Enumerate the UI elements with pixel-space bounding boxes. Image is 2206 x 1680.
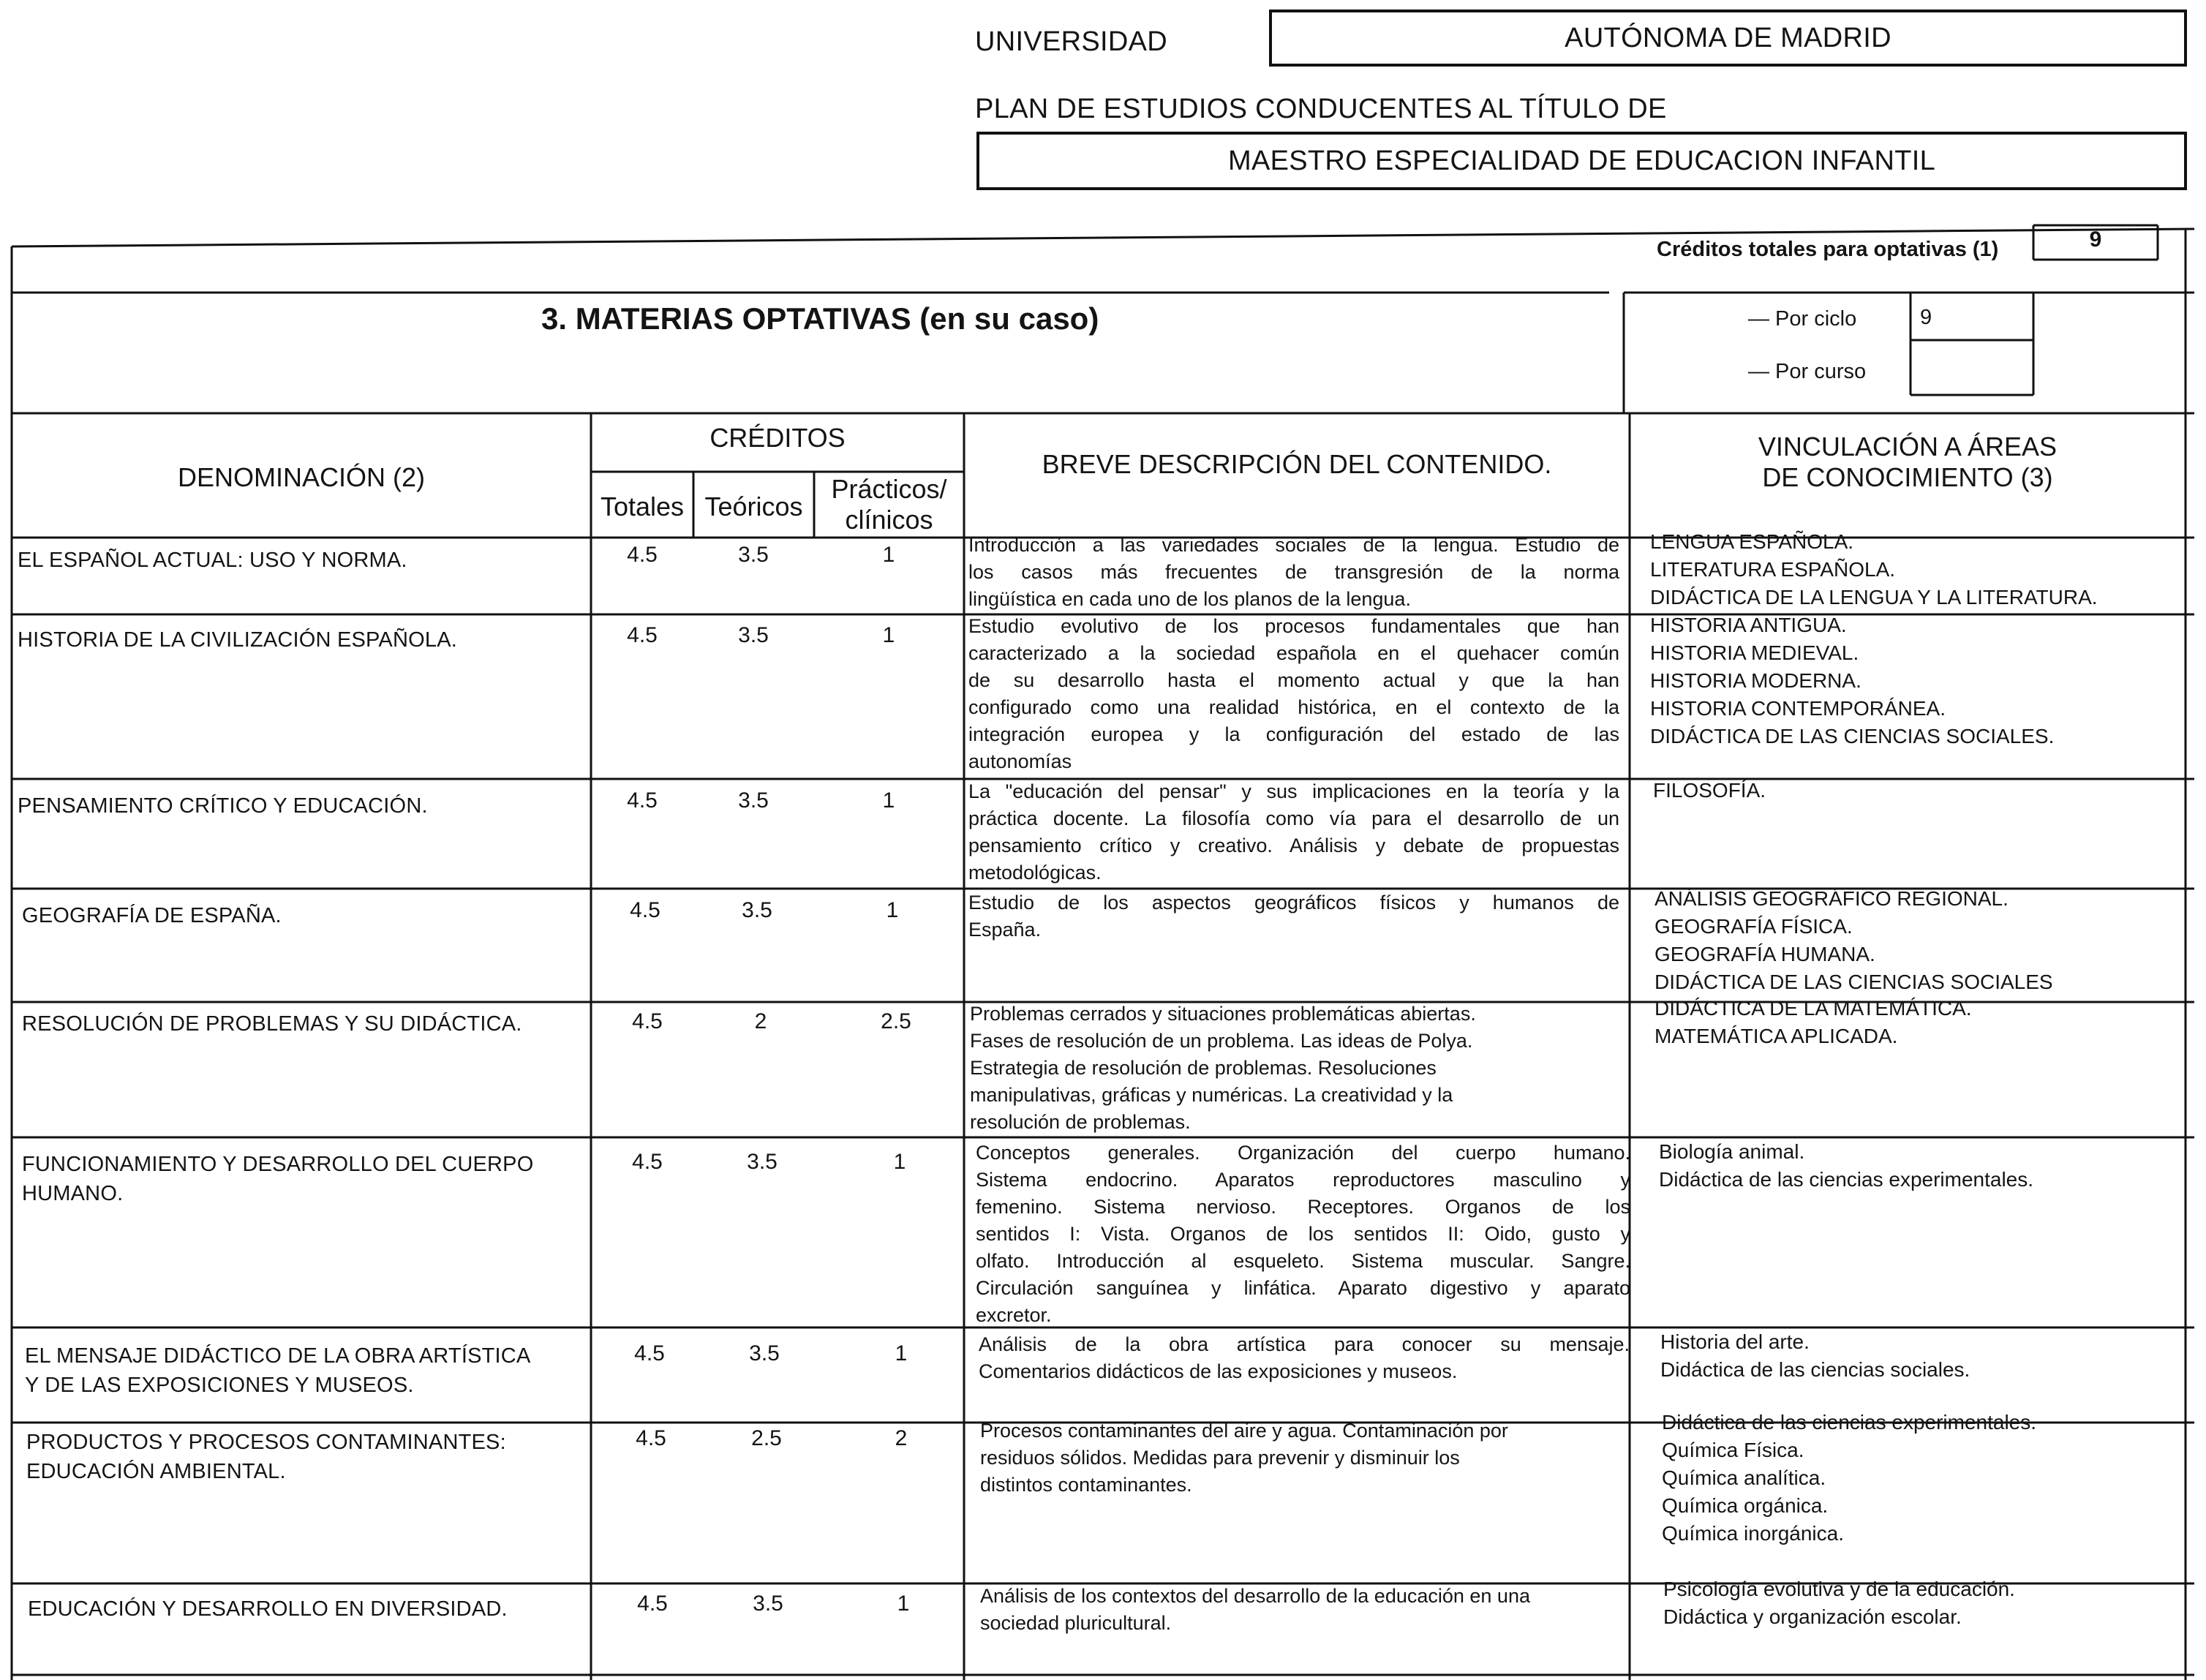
row-denominacion: EL MENSAJE DIDÁCTICO DE LA OBRA ARTÍSTICA Y DE LAS EXPOSICIONES Y MUSEOS.	[25, 1344, 531, 1397]
row-denominacion: RESOLUCIÓN DE PROBLEMAS Y SU DIDÁCTICA.	[22, 1012, 522, 1036]
row-teoricos: 2.5	[751, 1426, 782, 1450]
row-denominacion: GEOGRAFÍA DE ESPAÑA.	[22, 904, 282, 927]
row-totales: 4.5	[627, 788, 658, 813]
row-practicos: 1	[882, 788, 895, 813]
total-credits-label: Créditos totales para optativas (1)	[1657, 238, 1999, 261]
row-areas: Psicología evolutiva y de la educación. Didáctica y organización escolar.	[1663, 1578, 2015, 1628]
row-description: Procesos contaminantes del aire y agua. Contaminación por residuos sólidos. Medidas para prevenir y disminuir los distintos contaminantes.	[980, 1420, 1508, 1496]
row-denominacion: PENSAMIENTO CRÍTICO Y EDUCACIÓN.	[18, 794, 428, 818]
row-totales: 4.5	[630, 898, 660, 922]
per-cycle-value: 9	[1920, 306, 1932, 329]
row-description: Análisis de los contextos del desarrollo de la educación en una sociedad pluricultural.	[980, 1585, 1530, 1634]
row-areas: DIDÁCTICA DE LA MATEMÁTICA. MATEMÁTICA APLICADA.	[1654, 997, 1972, 1047]
row-denominacion: EL ESPAÑOL ACTUAL: USO Y NORMA.	[18, 549, 407, 572]
column-denominacion: DENOMINACIÓN (2)	[177, 462, 425, 492]
plan-label: PLAN DE ESTUDIOS CONDUCENTES AL TÍTULO DE	[975, 94, 1667, 124]
section-title: 3. MATERIAS OPTATIVAS (en su caso)	[541, 301, 1099, 336]
row-practicos: 2.5	[881, 1009, 911, 1033]
row-denominacion: HISTORIA DE LA CIVILIZACIÓN ESPAÑOLA.	[18, 628, 458, 652]
row-denominacion: EDUCACIÓN Y DESARROLLO EN DIVERSIDAD.	[28, 1597, 508, 1621]
row-practicos: 1	[897, 1592, 910, 1616]
row-areas: Didáctica de las ciencias experimentales. Química Física. Química analítica. Química orgánica. Química inorgánica.	[1662, 1411, 2037, 1545]
column-practicos-line2: clínicos	[845, 505, 933, 535]
row-practicos: 1	[882, 543, 895, 567]
row-description: Introducción a las variedades sociales de la lengua. Estudio de los casos más frecuentes de transgresión de la norma lingüística en cada uno de los planos de la lengua.	[968, 534, 1619, 610]
column-vinculacion-line1: VINCULACIÓN A ÁREAS	[1758, 432, 2058, 462]
row-teoricos: 2	[754, 1009, 767, 1033]
row-totales: 4.5	[632, 1150, 663, 1174]
row-description: La "educación del pensar" y sus implicaciones en la teoría y la práctica docente. La filosofía como vía para el desarrollo de un pensamiento crítico y creativo. Análisis y debate de propuestas metodológicas.	[968, 780, 1619, 884]
total-credits-value: 9	[2089, 227, 2102, 252]
university-name-box: AUTÓNOMA DE MADRID	[1269, 10, 2187, 67]
column-practicos-line1: Prácticos/	[831, 474, 947, 504]
row-practicos: 2	[895, 1426, 908, 1450]
per-course-label: — Por curso	[1748, 360, 1867, 383]
row-practicos: 1	[895, 1341, 908, 1366]
row-areas: FILOSOFÍA.	[1653, 779, 1766, 802]
row-teoricos: 3.5	[738, 543, 769, 567]
row-description: Estudio de los aspectos geográficos físicos y humanos de España.	[968, 892, 1619, 941]
row-description: Problemas cerrados y situaciones problemáticas abiertas. Fases de resolución de un problema. Las ideas de Polya. Estrategia de resolución de problemas. Resoluciones manipulativas, gráficas y numéricas. La creatividad y la resolución de problemas.	[970, 1003, 1476, 1133]
row-teoricos: 3.5	[742, 898, 772, 922]
column-vinculacion-line2: DE CONOCIMIENTO (3)	[1762, 462, 2053, 492]
row-denominacion: FUNCIONAMIENTO Y DESARROLLO DEL CUERPO HUMANO.	[22, 1153, 534, 1205]
row-totales: 4.5	[632, 1009, 663, 1033]
row-areas: ANÁLISIS GEOGRÁFICO REGIONAL. GEOGRAFÍA FÍSICA. GEOGRAFÍA HUMANA. DIDÁCTICA DE LAS CIENCIAS SOCIALES	[1654, 887, 2053, 993]
row-areas: Historia del arte. Didáctica de las ciencias sociales.	[1660, 1330, 1970, 1381]
row-teoricos: 3.5	[738, 788, 769, 813]
row-totales: 4.5	[627, 543, 658, 567]
column-creditos: CRÉDITOS	[709, 423, 846, 453]
university-label: UNIVERSIDAD	[975, 26, 1168, 57]
degree-title-box: MAESTRO ESPECIALIDAD DE EDUCACION INFANTIL	[976, 132, 2187, 190]
column-descripcion: BREVE DESCRIPCIÓN DEL CONTENIDO.	[1042, 449, 1552, 479]
row-description: Estudio evolutivo de los procesos fundamentales que han caracterizado a la sociedad española en el quehacer común de su desarrollo hasta el momento actual y que la han configurado como una realidad histórica, en el contexto de la integración europea y la configuración del estado de las autonomías	[968, 615, 1619, 772]
row-teoricos: 3.5	[749, 1341, 780, 1366]
row-areas: HISTORIA ANTIGUA. HISTORIA MEDIEVAL. HISTORIA MODERNA. HISTORIA CONTEMPORÁNEA. DIDÁCTICA DE LAS CIENCIAS SOCIALES.	[1650, 614, 2055, 747]
row-practicos: 1	[882, 623, 895, 647]
row-teoricos: 3.5	[738, 623, 769, 647]
column-teoricos: Teóricos	[704, 491, 803, 521]
row-description: Conceptos generales. Organización del cuerpo humano. Sistema endocrino. Aparatos reproductores masculino y femenino. Sistema nervioso. Receptores. Organos de los sentidos I: Vista. Organos de los sentidos II: Oido, gusto y olfato. Introducción al esqueleto. Sistema muscular. Sangre. Circulación sanguínea y linfática. Aparato digestivo y aparato excretor.	[976, 1142, 1630, 1326]
row-practicos: 1	[886, 898, 899, 922]
column-totales: Totales	[600, 491, 685, 521]
row-areas: LENGUA ESPAÑOLA. LITERATURA ESPAÑOLA. DIDÁCTICA DE LA LENGUA Y LA LITERATURA.	[1650, 530, 2098, 609]
row-denominacion: PRODUCTOS Y PROCESOS CONTAMINANTES: EDUCACIÓN AMBIENTAL.	[26, 1431, 506, 1483]
row-teoricos: 3.5	[753, 1592, 783, 1616]
row-totales: 4.5	[634, 1341, 665, 1366]
row-description: Análisis de la obra artística para conocer su mensaje. Comentarios didácticos de las exposiciones y museos.	[979, 1333, 1630, 1382]
row-totales: 4.5	[627, 623, 658, 647]
per-cycle-label: — Por ciclo	[1748, 307, 1857, 331]
row-totales: 4.5	[636, 1426, 666, 1450]
row-totales: 4.5	[637, 1592, 668, 1616]
row-areas: Biología animal. Didáctica de las ciencias experimentales.	[1659, 1140, 2034, 1191]
row-teoricos: 3.5	[747, 1150, 778, 1174]
row-practicos: 1	[893, 1150, 906, 1174]
